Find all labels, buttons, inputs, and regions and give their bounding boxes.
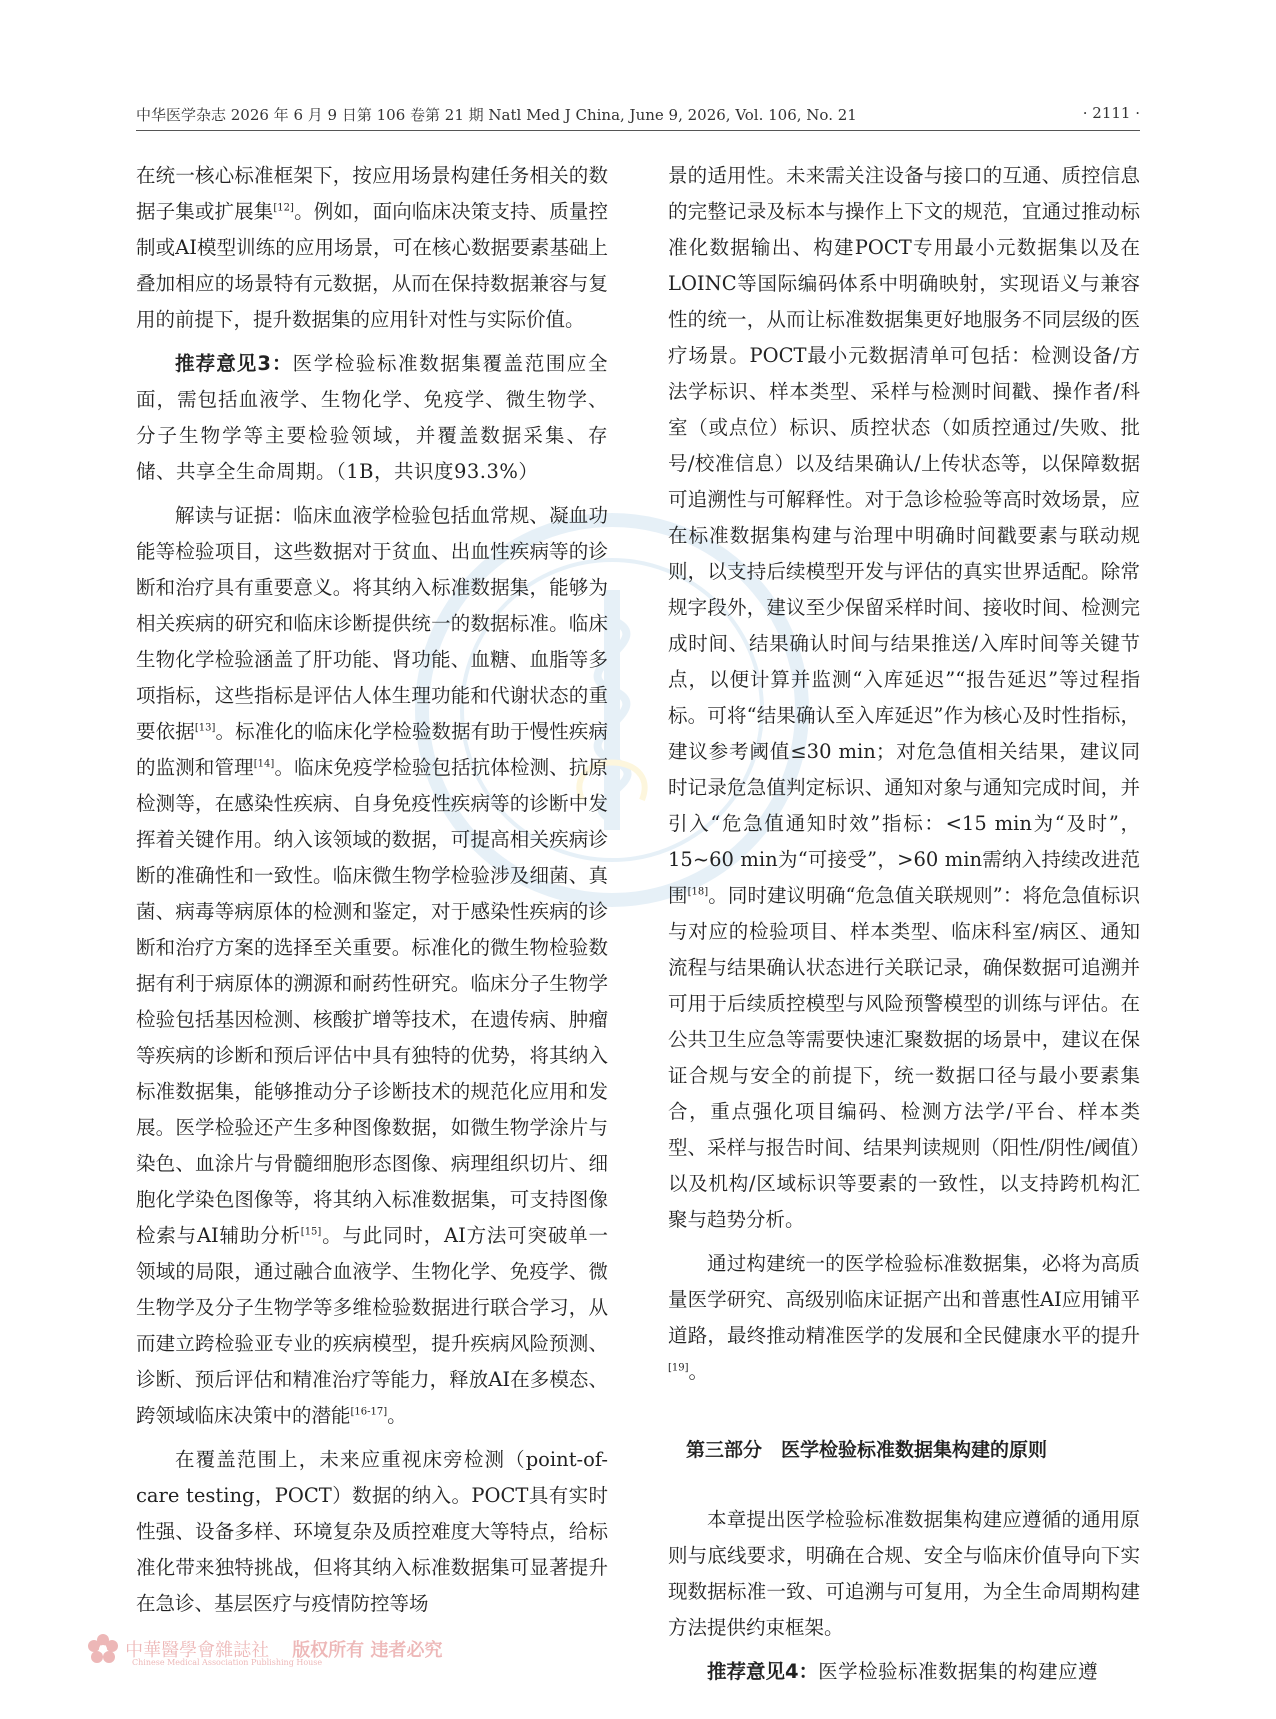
publisher-logo: [86, 1632, 442, 1672]
recommendation-label: 推荐意见3：: [175, 352, 293, 375]
paragraph: 在统一核心标准框架下，按应用场景构建任务相关的数据子集或扩展集[12]。例如，面向临床决策支持、质量控制或AI模型训练的应用场景，可在核心数据要素基础上叠加相应的场景特有元数据，从而在保持数据兼容与复用的前提下，提升数据集的应用针对性与实际价值。: [136, 164, 608, 331]
citation: [19]: [668, 1362, 689, 1374]
journal-citation: 中华医学杂志 2026 年 6 月 9 日第 106 卷第 21 期 Natl Med J China, June 9, 2026, Vol. 106, No. 21: [136, 106, 857, 124]
citation: [13]: [194, 722, 216, 734]
recommendation-3: 推荐意见3：医学检验标准数据集覆盖范围应全面，需包括血液学、生物化学、免疫学、微生物学、分子生物学等主要检验领域，并覆盖数据采集、存储、共享全生命周期。（1B，共识度93.3%）: [136, 352, 608, 483]
section-title: 第三部分 医学检验标准数据集构建的原则: [686, 1439, 1048, 1461]
page-number: · 2111 ·: [1082, 104, 1140, 122]
copyright-notice: 版权所有 违者必究: [292, 1640, 443, 1661]
flower-icon: [86, 1632, 120, 1666]
paragraph: 在覆盖范围上，未来应重视床旁检测（point-of-care testing，POCT）数据的纳入。POCT具有实时性强、设备多样、环境复杂及质控难度大等特点，给标准化带来独特挑战，但将其纳入标准数据集可显著提升在急诊、基层医疗与疫情防控等场: [136, 1448, 608, 1615]
recommendation-label: 推荐意见4：: [707, 1660, 819, 1683]
paragraph: 通过构建统一的医学检验标准数据集，必将为高质量医学研究、高级别临床证据产出和普惠性AI应用铺平道路，最终推动精准医学的发展和全民健康水平的提升[19]。: [668, 1252, 1140, 1383]
right-column: [668, 158, 1140, 1698]
running-header: [136, 104, 1140, 130]
citation: [18]: [687, 886, 709, 898]
recommendation-4: 推荐意见4：医学检验标准数据集的构建应遵: [707, 1660, 1099, 1683]
citation: [15]: [300, 1226, 322, 1238]
citation: [12]: [273, 202, 294, 214]
paragraph: 本章提出医学检验标准数据集构建应遵循的通用原则与底线要求，明确在合规、安全与临床价值导向下实现数据标准一致、可追溯与可复用，为全生命周期构建方法提供约束框架。: [668, 1508, 1140, 1639]
citation: [16-17]: [350, 1406, 388, 1418]
citation: [14]: [253, 758, 275, 770]
publisher-name: 中華醫學會雜誌社: [125, 1640, 270, 1661]
paragraph: 解读与证据：临床血液学检验包括血常规、凝血功能等检验项目，这些数据对于贫血、出血性疾病等的诊断和治疗具有重要意义。将其纳入标准数据集，能够为相关疾病的研究和临床诊断提供统一的数据标准。临床生物化学检验涵盖了肝功能、肾功能、血糖、血脂等多项指标，这些指标是评估人体生理功能和代谢状态的重要依据[13]。标准化的临床化学检验数据有助于慢性疾病的监测和管理[14]。临床免疫学检验包括抗体检测、抗原检测等，在感染性疾病、自身免疫性疾病等的诊断中发挥着关键作用。纳入该领域的数据，可提高相关疾病诊断的准确性和一致性。临床微生物学检验涉及细菌、真菌、病毒等病原体的检测和鉴定，对于感染性疾病的诊断和治疗方案的选择至关重要。标准化的微生物检验数据有利于病原体的溯源和耐药性研究。临床分子生物学检验包括基因检测、核酸扩增等技术，在遗传病、肿瘤等疾病的诊断和预后评估中具有独特的优势，将其纳入标准数据集，能够推动分子诊断技术的规范化应用和发展。医学检验还产生多种图像数据，如微生物学涂片与染色、血涂片与骨髓细胞形态图像、病理组织切片、细胞化学染色图像等，将其纳入标准数据集，可支持图像检索与AI辅助分析[15]。与此同时，AI方法可突破单一领域的局限，通过融合血液学、生物化学、免疫学、微生物学及分子生物学等多维检验数据进行联合学习，从而建立跨检验亚专业的疾病模型，提升疾病风险预测、诊断、预后评估和精准治疗等能力，释放AI在多模态、跨领域临床决策中的潜能[16-17]。: [136, 504, 608, 1427]
paragraph: 景的适用性。未来需关注设备与接口的互通、质控信息的完整记录及标本与操作上下文的规范，宜通过推动标准化数据输出、构建POCT专用最小元数据集以及在LOINC等国际编码体系中明确映射，实现语义与兼容性的统一，从而让标准数据集更好地服务不同层级的医疗场景。POCT最小元数据清单可包括：检测设备/方法学标识、样本类型、采样与检测时间戳、操作者/科室（或点位）标识、质控状态（如质控通过/失败、批号/校准信息）以及结果确认/上传状态等，以保障数据可追溯性与可解释性。对于急诊检验等高时效场景，应在标准数据集构建与治理中明确时间戳要素与联动规则，以支持后续模型开发与评估的真实世界适配。除常规字段外，建议至少保留采样时间、接收时间、检测完成时间、结果确认时间与结果推送/入库时间等关键节点，以便计算并监测“入库延迟”“报告延迟”等过程指标。可将“结果确认至入库延迟”作为核心及时性指标，建议参考阈值≤30 min；对危急值相关结果，建议同时记录危急值判定标识、通知对象与通知完成时间，并引入“危急值通知时效”指标：<15 min为“及时”，15~60 min为“可接受”，>60 min需纳入持续改进范围[18]。同时建议明确“危急值关联规则”：将危急值标识与对应的检验项目、样本类型、临床科室/病区、通知流程与结果确认状态进行关联记录，确保数据可追溯并可用于后续质控模型与风险预警模型的训练与评估。在公共卫生应急等需要快速汇聚数据的场景中，建议在保证合规与安全的前提下，统一数据口径与最小要素集合，重点强化项目编码、检测方法学/平台、样本类型、采样与报告时间、结果判读规则（阳性/阴性/阈值）以及机构/区域标识等要素的一致性，以支持跨机构汇聚与趋势分析。: [668, 164, 1140, 1231]
header-rule: [136, 130, 1140, 131]
publisher-name-en: Chinese Medical Association Publishing House: [132, 1658, 323, 1667]
left-column: [136, 158, 608, 1630]
